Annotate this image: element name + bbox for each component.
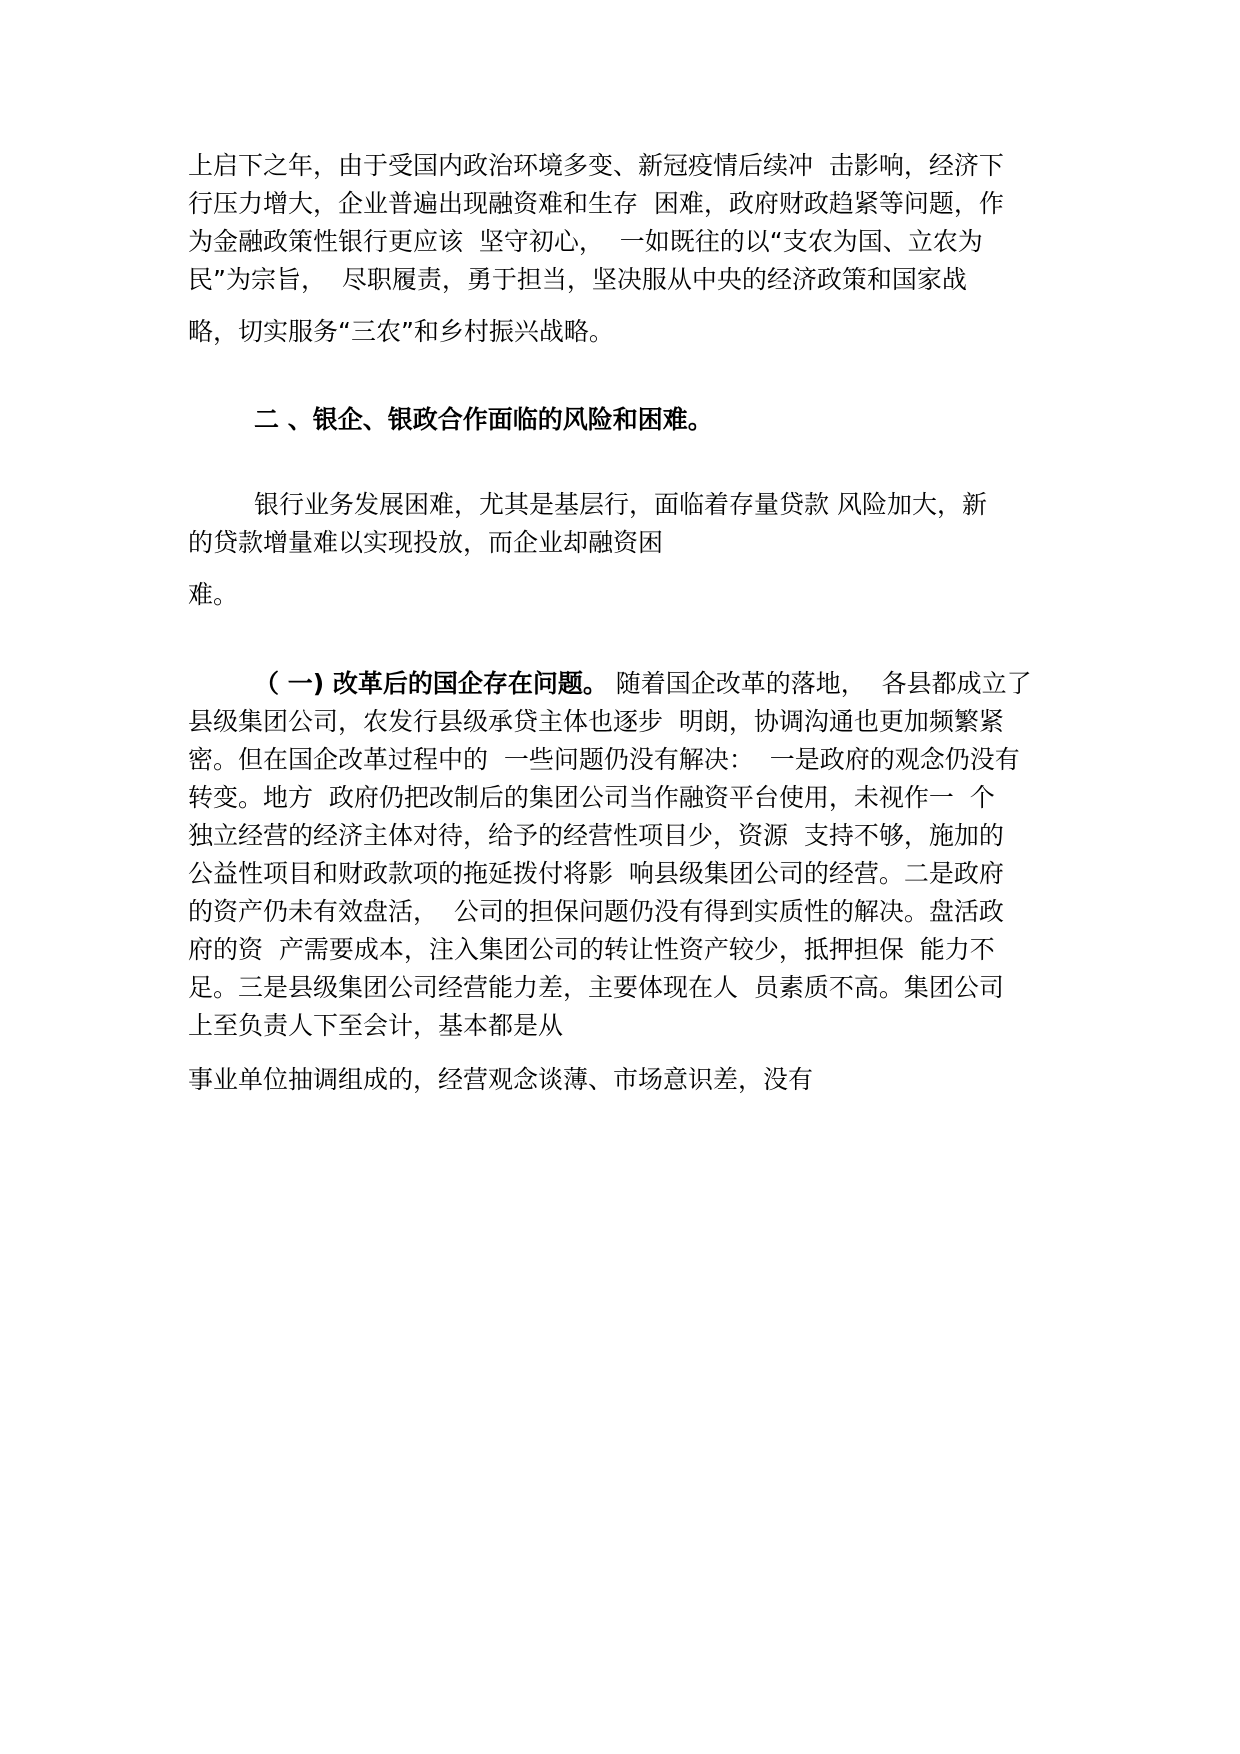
paragraph-1-line-2: 行压力增大，企业普遍出现融资难和生存 困难，政府财政趋紧等问题，作 (188, 189, 1004, 218)
section-heading-2: 二 、银企、银政合作面临的风险和困难。 (254, 405, 713, 434)
paragraph-3-line-6: 公益性项目和财政款项的拖延拨付将影 响县级集团公司的经营。二是政府 (188, 859, 1004, 888)
paragraph-1-line-1: 上启下之年，由于受国内政治环境多变、新冠疫情后续冲 击影响，经济下 (188, 151, 1004, 180)
paragraph-1-line-3: 为金融政策性银行更应该 坚守初心， 一如既往的以“支农为国、立农为 (188, 227, 983, 256)
paragraph-3-line-11: 事业单位抽调组成的，经营观念谈薄、市场意识差，没有 (188, 1065, 814, 1094)
paragraph-1-line-5: 略，切实服务“三农”和乡村振兴战略。 (188, 317, 614, 346)
paragraph-3-line-9: 足。三是县级集团公司经营能力差，主要体现在人 员素质不高。集团公司 (188, 973, 1004, 1002)
paragraph-3-line-3: 密。但在国企改革过程中的 一些问题仍没有解决： 一是政府的观念仍没有 (188, 745, 1020, 774)
paragraph-2-line-2: 的贷款增量难以实现投放，而企业却融资困 (188, 528, 664, 557)
paragraph-2-line-1: 银行业务发展困难，尤其是基层行，面临着存量贷款 风险加大，新 (254, 490, 987, 519)
paragraph-3-line-7: 的资产仍未有效盘活， 公司的担保问题仍没有得到实质性的解决。盘活政 (188, 897, 1004, 926)
paragraph-3-line-2: 县级集团公司，农发行县级承贷主体也逐步 明朗，协调沟通也更加频繁紧 (188, 707, 1004, 736)
paragraph-3-line-1 (254, 665, 1032, 703)
paragraph-3-line-10: 上至负责人下至会计，基本都是从 (188, 1011, 564, 1040)
paragraph-3-line-8: 府的资 产需要成本，注入集团公司的转让性资产较少，抵押担保 能力不 (188, 935, 995, 964)
paragraph-3-lead-text: 随着国企改革的落地， 各县都成立了 (607, 669, 1032, 698)
paragraph-2-line-3: 难。 (188, 580, 239, 609)
paragraph-3-line-5: 独立经营的经济主体对待，给予的经营性项目少，资源 支持不够，施加的 (188, 821, 1004, 850)
paragraph-1-line-4: 民”为宗旨， 尽职履责，勇于担当，坚决服从中央的经济政策和国家战 (188, 265, 967, 294)
paragraph-3-line-4: 转变。地方 政府仍把改制后的集团公司当作融资平台使用，未视作一 个 (188, 783, 995, 812)
subsection-heading-1: （ 一) 改革后的国企存在问题。 (254, 669, 608, 698)
